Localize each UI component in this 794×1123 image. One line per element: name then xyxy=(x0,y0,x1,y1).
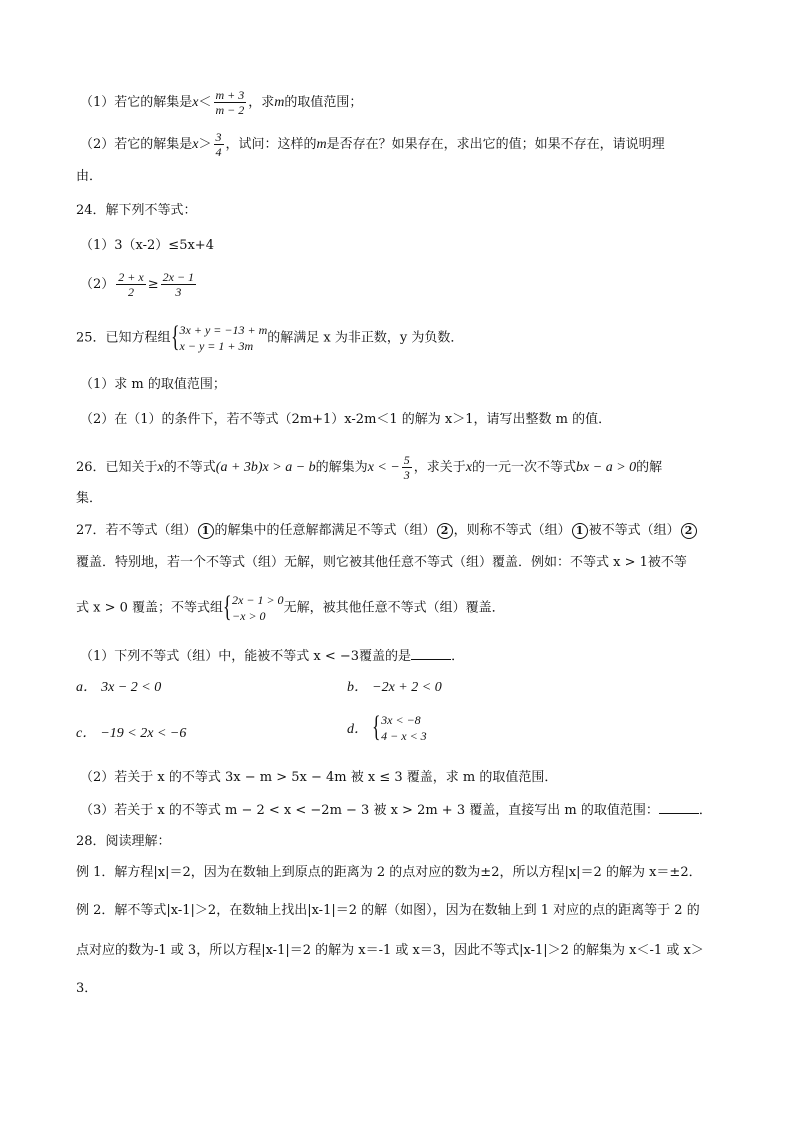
ineq-1: 3x < −8 xyxy=(381,713,421,727)
inequality-system xyxy=(223,592,284,624)
q23-p1-text2: ，求 xyxy=(248,95,275,110)
numerator: 5 xyxy=(403,453,410,467)
q23-p2-text2: ，试问：这样的 xyxy=(225,137,317,152)
q27-line1 xyxy=(76,522,698,540)
option-expression: 3x − 2 < 0 xyxy=(101,680,162,695)
q27-text5: 式 x > 0 覆盖；不等式组 xyxy=(76,600,224,616)
q27-part3 xyxy=(80,801,712,820)
denominator: 3 xyxy=(403,468,410,482)
option-label: b． xyxy=(347,680,368,695)
circled-2: 2 xyxy=(681,523,697,539)
answer-blank[interactable] xyxy=(411,647,451,660)
q23-p1-text: （1）若它的解集是 xyxy=(80,95,193,110)
fraction xyxy=(161,270,196,299)
q26-line2: 集． xyxy=(76,491,103,506)
fraction xyxy=(214,130,224,159)
q27-part1 xyxy=(80,647,464,666)
q24-part2 xyxy=(80,270,198,299)
q25-part1: （1）求 m 的取值范围； xyxy=(80,377,226,392)
q26-text4: ，求关于 xyxy=(413,460,466,475)
q25-text: 25．已知方程组 xyxy=(76,330,171,346)
option-a xyxy=(76,676,161,696)
q27-text6: 无解，被其他任意不等式（组）覆盖． xyxy=(283,600,505,616)
numerator: 2 + x xyxy=(118,270,144,284)
q27-p3-text: （3）若关于 x 的不等式 m − 2 < x < −2m − 3 被 x > 2m + 3 覆盖，直接写出 m 的取值范围： xyxy=(80,803,659,818)
gt-sign: ＞ xyxy=(198,137,212,152)
brace: { xyxy=(372,710,381,743)
q24-part1: （1）3（x-2）≤5x+4 xyxy=(80,238,214,253)
q27-text: 27．若不等式（组） xyxy=(76,523,197,538)
var-m: m xyxy=(316,137,327,152)
numerator: m + 3 xyxy=(215,88,245,102)
q27-line2: 覆盖．特别地，若一个不等式（组）无解，则它被其他任意不等式（组）覆盖．例如：不等式 x > 1被不等 xyxy=(76,555,687,570)
q27-line3 xyxy=(76,592,505,624)
inequality-2: bx − a > 0 xyxy=(576,460,637,475)
var-x: x xyxy=(465,460,473,475)
numerator: 3 xyxy=(215,130,222,144)
answer-blank[interactable] xyxy=(659,801,699,814)
q27-text4: 被不等式（组） xyxy=(588,523,680,538)
q26-text2: 的不等式 xyxy=(163,460,216,475)
fraction xyxy=(214,88,247,117)
denominator: 3 xyxy=(175,285,182,299)
inequality-system xyxy=(372,712,427,744)
period: ． xyxy=(698,803,712,818)
q28-example2-line1: 例 2．解不等式|x-1|＞2，在数轴上找出|x-1|＝2 的解（如图），因为在数轴上到 1 对应的点的距离等于 2 的 xyxy=(76,903,700,918)
option-label: c． xyxy=(76,726,97,741)
q27-text3: ，则称不等式（组） xyxy=(453,523,571,538)
brace: { xyxy=(223,590,232,623)
ineq-1: 2x − 1 > 0 xyxy=(232,593,284,607)
denominator: m − 2 xyxy=(215,103,245,117)
ineq-2: −x > 0 xyxy=(232,609,266,623)
q26-text3: 的解集为 xyxy=(315,460,368,475)
option-c xyxy=(76,722,186,742)
option-expression: −2x + 2 < 0 xyxy=(372,680,442,695)
option-label: a． xyxy=(76,680,97,695)
circled-1: 1 xyxy=(572,523,588,539)
option-expression: −19 < 2x < −6 xyxy=(100,726,187,741)
q28-example2-line2: 点对应的数为-1 或 3，所以方程|x-1|＝2 的解为 x＝-1 或 x＝3，因此不等式|x-1|＞2 的解集为 x＜-1 或 x＞ xyxy=(76,943,704,958)
q23-part2 xyxy=(80,130,665,159)
q27-p1-text: （1）下列不等式（组）中，能被不等式 x < −3覆盖的是 xyxy=(80,649,412,664)
brace: { xyxy=(170,320,180,353)
fraction xyxy=(116,270,145,299)
circled-1: 1 xyxy=(198,523,214,539)
fraction xyxy=(402,453,412,482)
period: ． xyxy=(451,649,465,664)
q23-p2-text3: 是否存在？如果存在，求出它的值；如果不存在，请说明理 xyxy=(326,137,665,152)
solution: x < − xyxy=(367,460,400,475)
q25-part2: （2）在（1）的条件下，若不等式（2m+1）x-2m＜1 的解为 x＞1，请写出整数 m 的值． xyxy=(80,412,612,427)
q24-p2-label: （2） xyxy=(80,277,115,292)
lt-sign: ＜ xyxy=(198,95,212,110)
var-x: x xyxy=(192,137,199,152)
q26-text6: 的解 xyxy=(636,460,663,475)
equation-1: 3x + y = −13 + m xyxy=(179,323,268,337)
denominator: 2 xyxy=(128,285,134,299)
q28-example2-line3: 3． xyxy=(76,981,98,996)
q23-p1-text3: 的取值范围； xyxy=(284,95,363,110)
q28-example1: 例 1．解方程|x|＝2，因为在数轴上到原点的距离为 2 的点对应的数为±2，所以方程|x|＝2 的解为 x＝±2． xyxy=(76,865,702,880)
q23-part1 xyxy=(80,88,362,117)
equation-2: x − y = 1 + 3m xyxy=(179,339,254,353)
equation-system xyxy=(171,322,268,354)
q24-title: 24．解下列不等式： xyxy=(76,203,197,218)
q26-text5: 的一元一次不等式 xyxy=(472,460,577,475)
ge-sign: ≥ xyxy=(147,277,159,292)
option-label: d． xyxy=(347,722,368,737)
ineq-2: 4 − x < 3 xyxy=(381,729,427,743)
option-b xyxy=(347,676,442,696)
q23-part2-cont: 由． xyxy=(76,169,103,184)
option-d xyxy=(347,712,427,744)
q27-text2: 的解集中的任意解都满足不等式（组） xyxy=(214,523,436,538)
q25-text2: 的解满足 x 为非正数，y 为负数． xyxy=(267,330,464,346)
q25-title xyxy=(76,322,463,354)
q28-title: 28．阅读理解： xyxy=(76,834,171,849)
inequality: (a + 3b)x > a − b xyxy=(215,460,316,475)
denominator: 4 xyxy=(215,145,222,159)
var-x: x xyxy=(192,95,199,110)
q26-line1 xyxy=(76,453,662,482)
circled-2: 2 xyxy=(437,523,453,539)
var-x: x xyxy=(157,460,164,475)
q27-part2: （2）若关于 x 的不等式 3x − m > 5x − 4m 被 x ≤ 3 覆盖，求 m 的取值范围． xyxy=(80,770,558,785)
numerator: 2x − 1 xyxy=(162,270,195,284)
var-m: m xyxy=(274,95,285,110)
q26-text: 26．已知关于 xyxy=(76,460,158,475)
q23-p2-text: （2）若它的解集是 xyxy=(80,137,193,152)
